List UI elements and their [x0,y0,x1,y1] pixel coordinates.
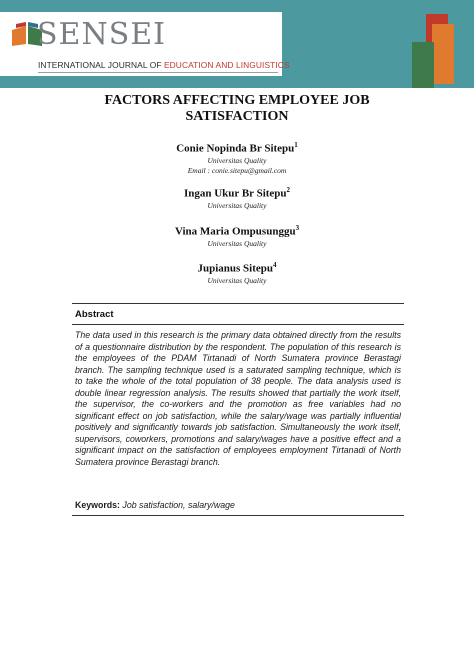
abstract-body: The data used in this research is the primary data obtained directly from the results of a questionnaire distribution by the respondent. The population of this research is the employees of the PDAM Tirtanadi of North Sumatera province Berastagi branch. The sampling technique used is a saturated sampling technique, which is to take the whole of the total population of 38 people. The data analysis used is double linear regression analysis. The results showed that partially the work itself, the supervisor, the co-workers and the promotion as free variables had no significant effect on job satisfaction, while the salary/wage was partially influential positively and significantly towards job satisfaction. Simultaneously the work itself, supervisors, coworkers, promotions and salary/wages have a positive effect and a significant impact on the satisfaction of employees employment Tirtanadi of North Sumatera province Berastagi branch. [75,330,401,467]
author-superscript: 3 [295,224,300,232]
author-name-text: Vina Maria Ompusunggu [174,225,296,238]
author-affiliation: Universitas Quality [207,200,267,210]
author-name-text: Conie Nopinda Br Sitepu [176,142,295,155]
author-superscript: 2 [286,186,291,194]
paper-title-line-2: SATISFACTION [185,109,289,124]
author-superscript: 4 [273,261,277,269]
paper-title [60,93,414,125]
author-affiliation: Universitas Quality [207,275,267,285]
abstract-top-rule [72,303,404,304]
abstract-heading-rule [72,324,404,325]
journal-banner [0,0,474,88]
author-email: Email : conie.sitepu@gmail.com [187,165,287,175]
journal-subtitle [38,58,290,73]
author-affiliation: Universitas Quality [207,238,267,248]
author-1 [60,139,414,176]
author-name [60,184,414,201]
author-affiliation: Universitas Quality [207,155,267,165]
stacked-books-icon [404,14,466,88]
keywords-value: Job satisfaction, salary/wage [119,500,235,510]
abstract-heading: Abstract [75,309,114,320]
abstract-bottom-rule [72,515,404,516]
author-2 [60,184,414,211]
author-name [60,259,414,276]
author-name-text: Jupianus Sitepu [197,262,273,275]
author-name-text: Ingan Ukur Br Sitepu [183,187,287,200]
author-name [60,139,414,156]
author-3 [60,222,414,249]
keywords-label: Keywords: [75,500,120,510]
author-name [60,222,414,239]
journal-subtitle-accent: EDUCATION AND LINGUISTICS [163,60,290,70]
author-superscript: 1 [294,141,298,149]
journal-subtitle-prefix: INTERNATIONAL JOURNAL OF [38,60,164,70]
keywords-line [75,500,401,510]
journal-name: SENSEI [37,17,167,52]
author-4 [60,259,414,286]
paper-title-line-1: FACTORS AFFECTING EMPLOYEE JOB [104,93,370,108]
